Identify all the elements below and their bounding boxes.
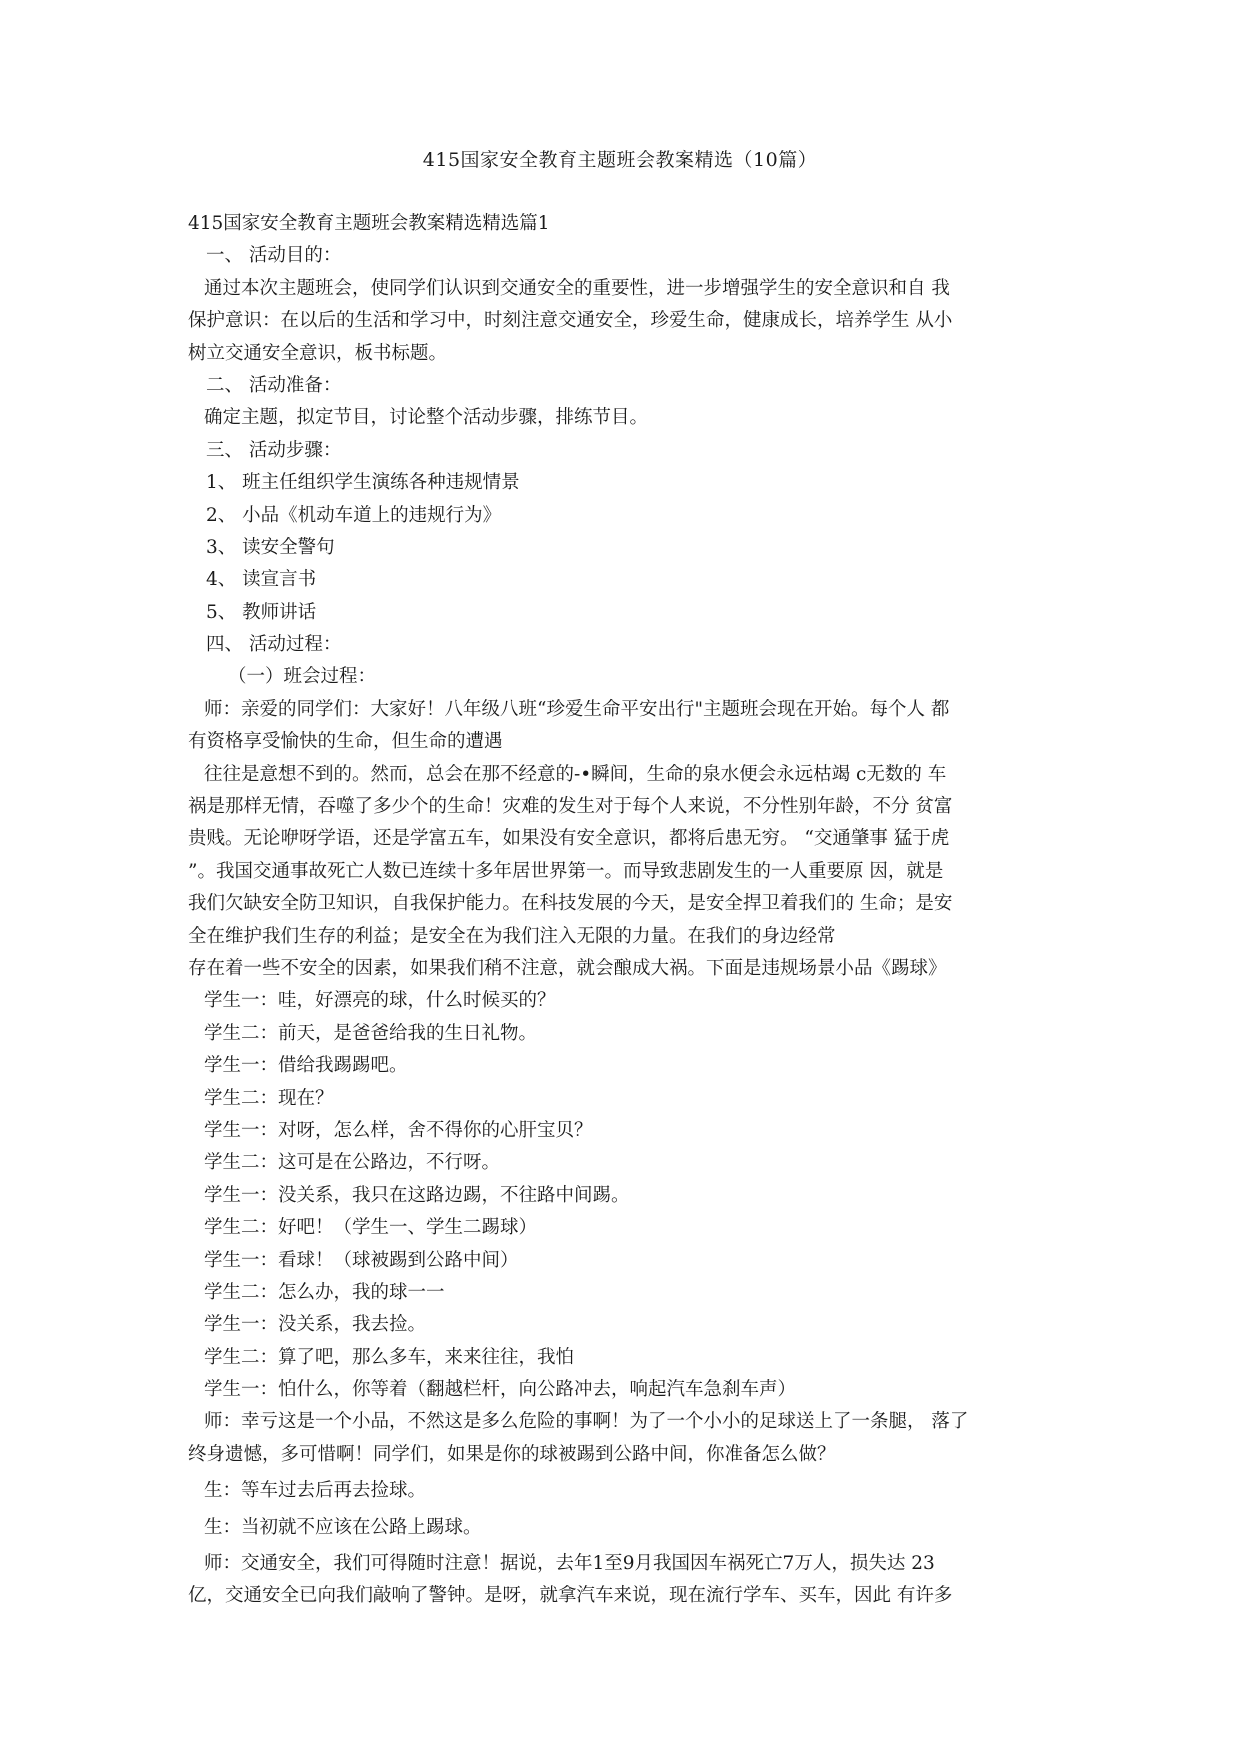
text-line: 存在着一些不安全的因素，如果我们稍不注意，就会酿成大祸。下面是违规场景小品《踢球》: [188, 957, 947, 979]
text-line: 三、 活动步骤：: [206, 439, 342, 461]
text-line: 学生二：前天，是爸爸给我的生日礼物。: [204, 1022, 538, 1044]
text-line: 学生一：看球！（球被踢到公路中间）: [204, 1249, 519, 1271]
text-line: 保护意识：在以后的生活和学习中，时刻注意交通安全，珍爱生命，健康成长，培养学生 从小: [188, 310, 953, 332]
text-line: 师：交通安全，我们可得随时注意！据说，去年1至9月我国因车祸死亡7万人，损失达 23: [204, 1553, 935, 1575]
text-line: ”。我国交通事故死亡人数已连续十多年居世界第一。而导致悲剧发生的一人重要原 因，就是: [188, 860, 944, 882]
text-line: 我们欠缺安全防卫知识，自我保护能力。在科技发展的今天，是安全捍卫着我们的 生命；是安: [188, 893, 953, 915]
text-line: 树立交通安全意识，板书标题。: [188, 342, 448, 364]
text-line: 四、 活动过程：: [206, 634, 342, 656]
text-line: （一）班会过程：: [228, 666, 377, 688]
text-line: 全在维护我们生存的利益；是安全在为我们注入无限的力量。在我们的身边经常: [188, 925, 836, 947]
text-line: 学生二：算了吧，那么多车，来来往往，我怕: [204, 1346, 575, 1368]
text-line: 生：当初就不应该在公路上踢球。: [204, 1516, 482, 1538]
text-line: 贵贱。无论咿呀学语，还是学富五车，如果没有安全意识，都将后患无穷。 “交通肇事 猛于虎: [188, 828, 950, 850]
text-line: 学生二：怎么办，我的球一一: [204, 1281, 445, 1303]
text-line: 学生二：这可是在公路边，不行呀。: [204, 1152, 501, 1174]
text-line: 学生二：好吧！（学生一、学生二踢球）: [204, 1217, 538, 1239]
text-line: 往往是意想不到的。然而，总会在那不经意的-•瞬间，生命的泉水便会永远枯竭 c无数的 车: [204, 763, 947, 785]
text-line: 2、 小品《机动车道上的违规行为》: [206, 504, 502, 526]
text-line: 3、 读安全警句: [206, 536, 335, 558]
text-line: 学生二：现在？: [204, 1087, 334, 1109]
text-line: 学生一：没关系，我去捡。: [204, 1314, 427, 1336]
text-line: 学生一：哇，好漂亮的球，什么时候买的？: [204, 990, 556, 1012]
text-line: 终身遗憾，多可惜啊！同学们，如果是你的球被踢到公路中间，你准备怎么做？: [188, 1443, 836, 1465]
text-line: 1、 班主任组织学生演练各种违规情景: [206, 472, 520, 494]
text-line: 415国家安全教育主题班会教案精选精选篇1: [188, 213, 550, 234]
text-line: 确定主题，拟定节目，讨论整个活动步骤，排练节目。: [204, 407, 649, 429]
text-line: 生：等车过去后再去捡球。: [204, 1480, 427, 1502]
text-line: 通过本次主题班会，使同学们认识到交通安全的重要性，进一步增强学生的安全意识和自 我: [204, 277, 950, 299]
text-line: 5、 教师讲话: [206, 601, 317, 623]
text-line: 学生一：借给我踢踢吧。: [204, 1055, 408, 1077]
text-line: 学生一：没关系，我只在这路边踢，不往路中间踢。: [204, 1184, 630, 1206]
document-body: [188, 208, 1064, 1613]
text-line: 4、 读宣言书: [206, 569, 317, 591]
text-line: 亿，交通安全已向我们敲响了警钟。是呀，就拿汽车来说，现在流行学车、买车，因此 有许多: [188, 1585, 953, 1607]
text-line: 有资格享受愉快的生命，但生命的遭遇: [188, 731, 503, 753]
text-line: 师：幸亏这是一个小品，不然这是多么危险的事啊！为了一个小小的足球送上了一条腿， 落了: [204, 1411, 969, 1433]
text-line: 一、 活动目的：: [206, 245, 342, 267]
text-line: 学生一：怕什么，你等着（翻越栏杆，向公路冲去，响起汽车急刹车声）: [204, 1379, 797, 1401]
text-line: 二、 活动准备：: [206, 374, 342, 396]
text-line: 学生一：对呀，怎么样，舍不得你的心肝宝贝？: [204, 1119, 593, 1141]
document-title: 415国家安全教育主题班会教案精选（10篇）: [422, 149, 818, 171]
text-line: 师：亲爱的同学们：大家好！八年级八班“珍爱生命平安出行"主题班会现在开始。每个人 都: [204, 698, 950, 720]
text-line: 祸是那样无情，吞噬了多少个的生命！灾难的发生对于每个人来说，不分性别年龄，不分 贫富: [188, 796, 953, 818]
